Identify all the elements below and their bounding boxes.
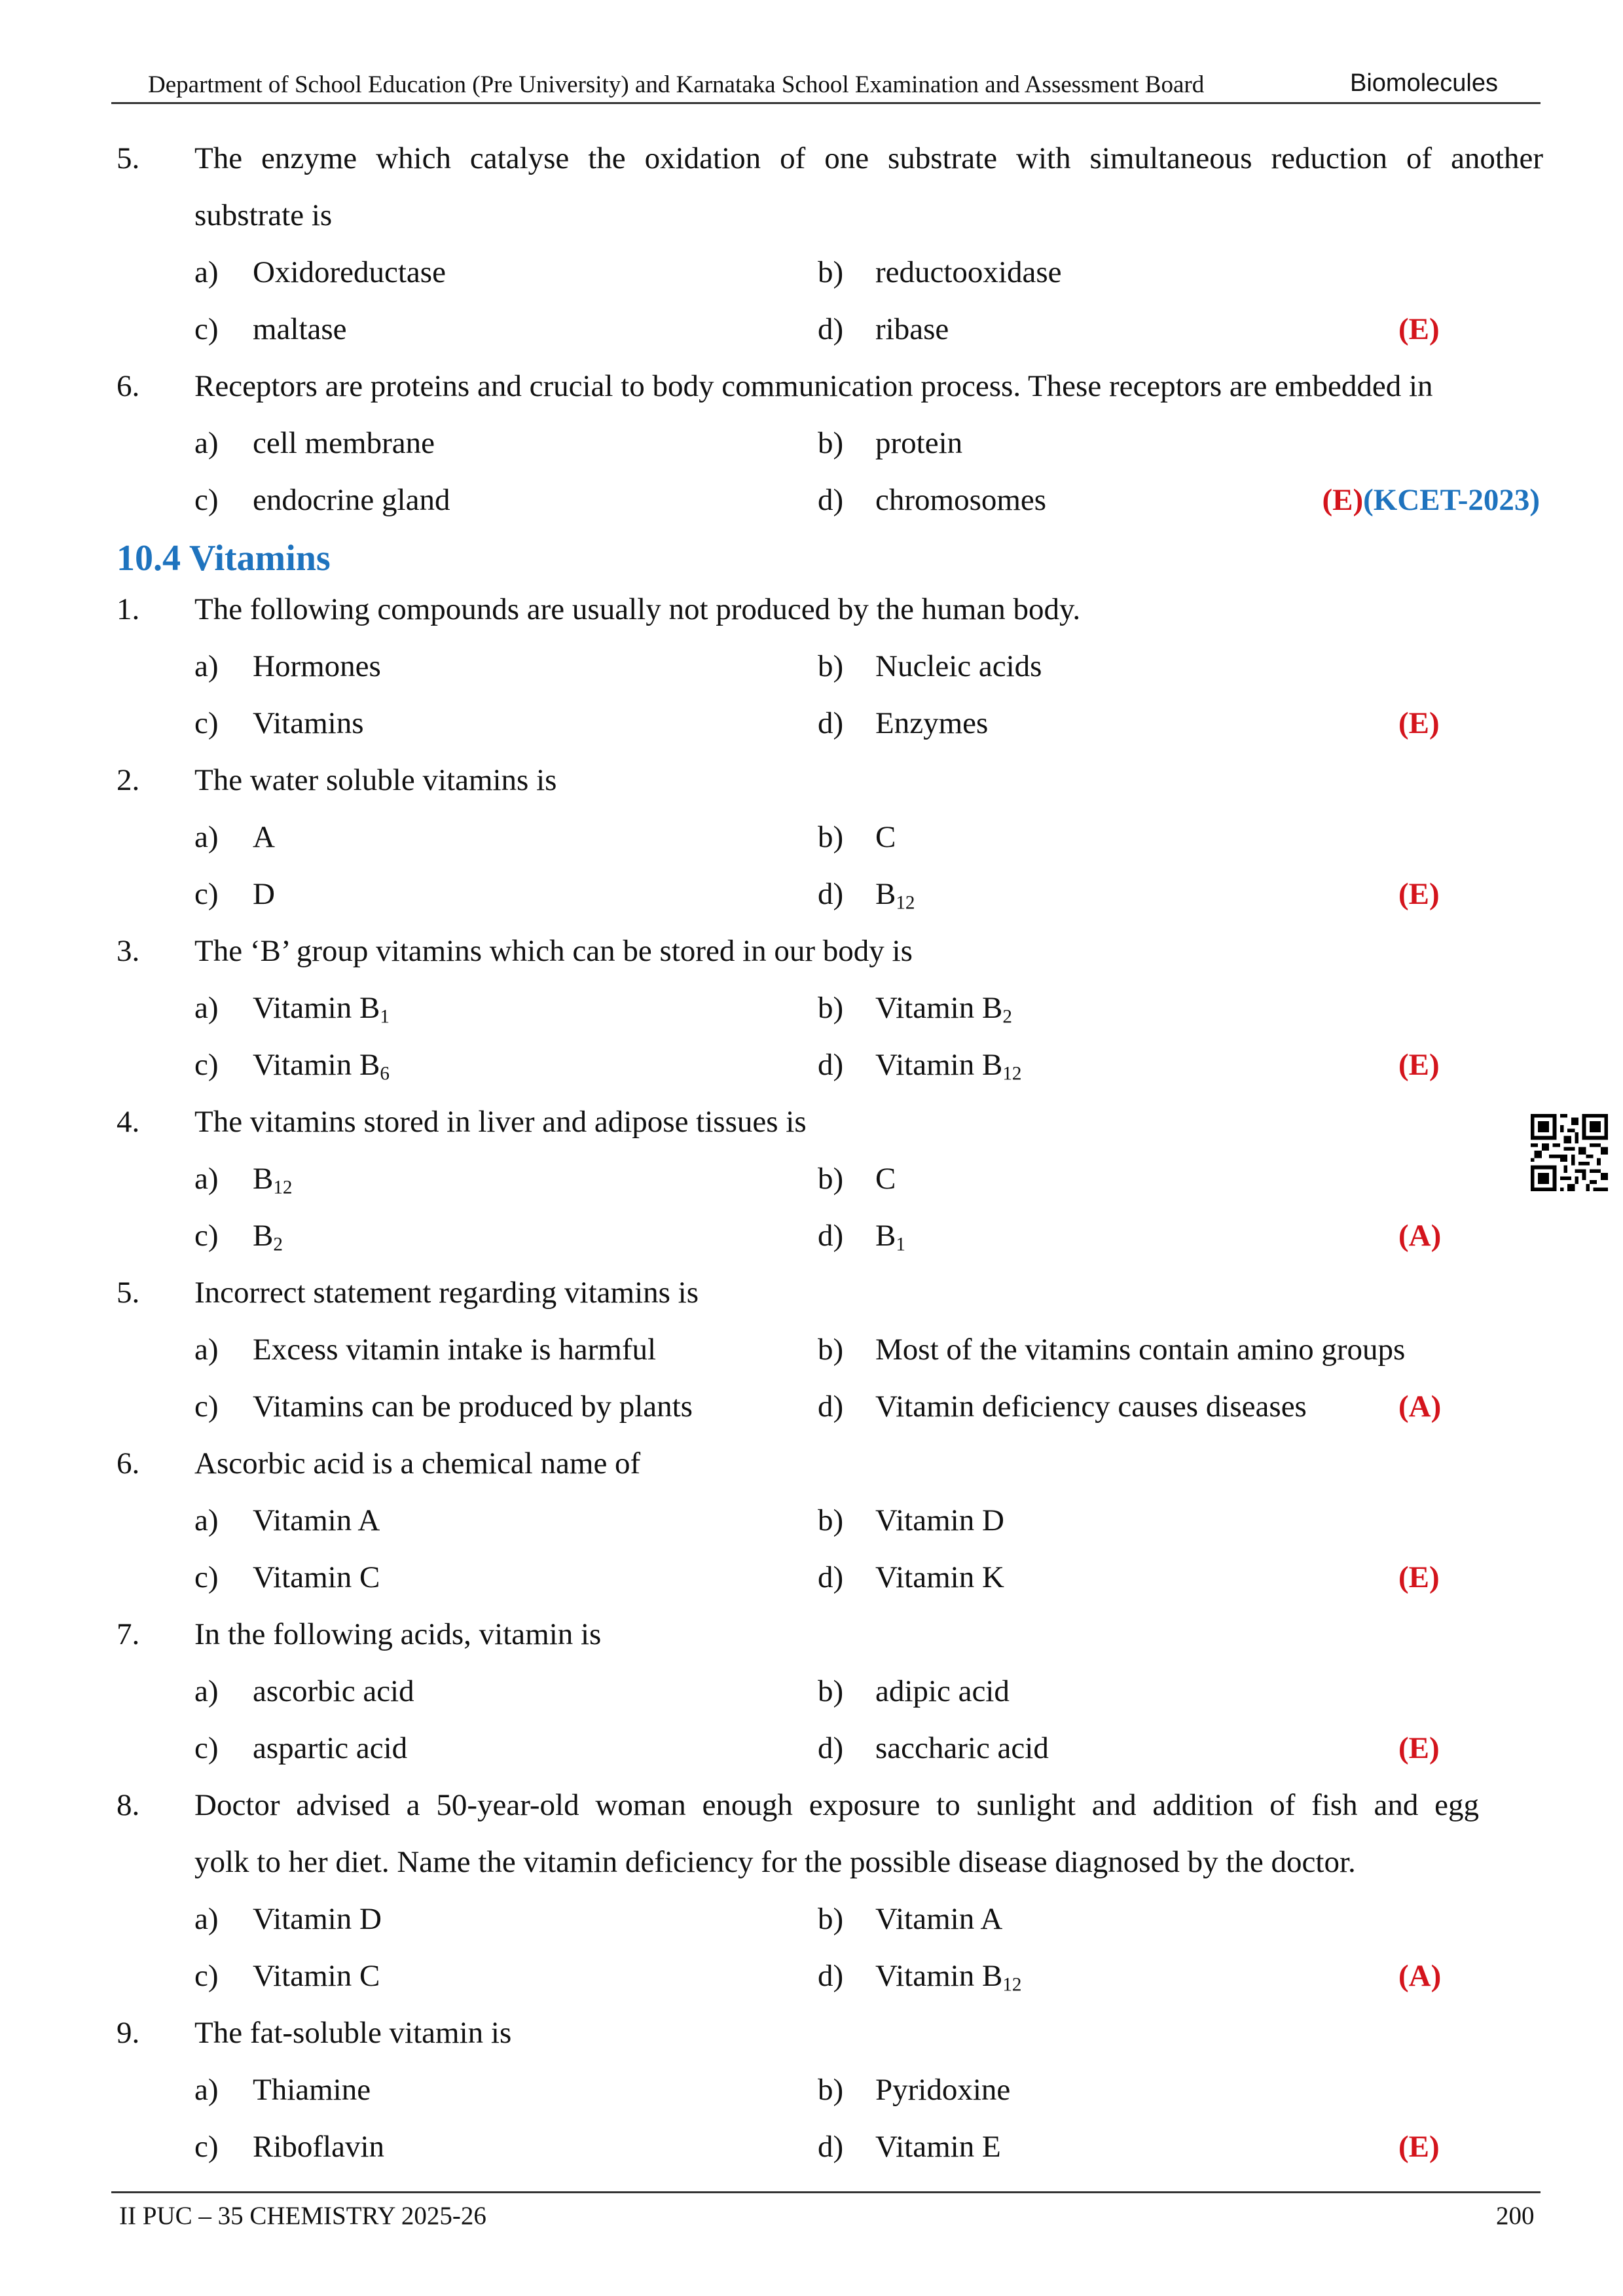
option-row — [0, 1151, 1623, 1208]
answer-key-with-source — [1322, 472, 1541, 529]
option-label: a) — [194, 1503, 219, 1537]
answer-key: (E) — [1398, 706, 1440, 740]
option-text: B — [875, 1219, 896, 1253]
option-label: c) — [194, 877, 219, 911]
question-text: The water soluble vitamins is — [194, 763, 557, 797]
option-label: b) — [818, 991, 844, 1025]
option-label: a) — [194, 255, 219, 289]
option-text-with-subscript — [253, 1151, 292, 1208]
option-label: c) — [194, 1959, 219, 1993]
option-text: Vitamin C — [253, 1959, 380, 1993]
option-subscript: 6 — [380, 1063, 390, 1085]
exam-source-tag: (KCET-2023) — [1363, 483, 1540, 517]
option-text-with-subscript — [875, 1037, 1021, 1094]
answer-key: (A) — [1398, 1959, 1442, 1993]
question-text: The ‘B’ group vitamins which can be stored in our body is — [194, 934, 913, 968]
option-text: Riboflavin — [253, 2130, 385, 2164]
option-text-with-subscript — [253, 1037, 390, 1094]
option-text: maltase — [253, 312, 347, 346]
footer-course: II PUC – 35 CHEMISTRY 2025-26 — [119, 2202, 486, 2230]
option-text: Vitamin D — [253, 1902, 382, 1936]
option-row — [0, 1321, 1623, 1378]
answer-key: (E) — [1322, 483, 1364, 517]
option-row — [0, 301, 1623, 358]
option-text: Vitamin K — [875, 1560, 1004, 1594]
option-subscript: 2 — [273, 1234, 283, 1255]
option-text: Nucleic acids — [875, 649, 1042, 683]
option-label: d) — [818, 1959, 844, 1993]
answer-key: (A) — [1398, 1390, 1442, 1424]
question-number: 4. — [117, 1105, 140, 1139]
question-line2 — [0, 1834, 1623, 1891]
option-label: c) — [194, 706, 219, 740]
option-row — [0, 980, 1623, 1037]
option-row — [0, 866, 1623, 923]
question-number: 6. — [117, 1446, 140, 1480]
question — [0, 1265, 1623, 1321]
option-label: d) — [818, 1560, 844, 1594]
question — [0, 752, 1623, 809]
option-label: b) — [818, 1902, 844, 1936]
option-row — [0, 1037, 1623, 1094]
question-prev-5 — [0, 130, 1623, 187]
option-text: A — [253, 820, 275, 854]
option-text-with-subscript — [253, 980, 390, 1037]
option-row — [0, 1492, 1623, 1549]
question-number: 9. — [117, 2016, 140, 2050]
option-text-with-subscript — [875, 1208, 905, 1265]
option-subscript: 1 — [896, 1234, 905, 1255]
option-label: d) — [818, 312, 844, 346]
answer-key: (E) — [1398, 1560, 1440, 1594]
question — [0, 923, 1623, 980]
option-text: cell membrane — [253, 426, 435, 460]
answer-key: (E) — [1398, 877, 1440, 911]
footer-divider — [111, 2191, 1541, 2193]
option-label: d) — [818, 1048, 844, 1082]
question — [0, 1777, 1623, 1834]
option-text-with-subscript — [875, 866, 915, 923]
option-label: d) — [818, 1731, 844, 1765]
option-row — [0, 472, 1623, 529]
option-text-with-subscript — [875, 980, 1012, 1037]
option-text: C — [875, 820, 896, 854]
option-text: reductooxidase — [875, 255, 1062, 289]
option-text: Pyridoxine — [875, 2073, 1011, 2107]
option-text: Vitamin B — [253, 1048, 380, 1082]
option-text: Vitamin B — [253, 991, 380, 1025]
question-text: The following compounds are usually not produced by the human body. — [194, 592, 1081, 626]
option-text: D — [253, 877, 275, 911]
option-text: Vitamin A — [253, 1503, 380, 1537]
option-text: Vitamins — [253, 706, 364, 740]
option-text: endocrine gland — [253, 483, 450, 517]
question — [0, 581, 1623, 638]
option-label: d) — [818, 1390, 844, 1424]
question-text-continued: yolk to her diet. Name the vitamin deficiency for the possible disease diagnosed by the doctor. — [194, 1845, 1356, 1879]
option-subscript: 1 — [380, 1006, 390, 1028]
question-text: Incorrect statement regarding vitamins is — [194, 1276, 699, 1310]
option-label: a) — [194, 1333, 219, 1367]
option-label: d) — [818, 1219, 844, 1253]
option-label: d) — [818, 483, 844, 517]
option-label: b) — [818, 255, 844, 289]
qr-code-icon[interactable] — [1531, 1114, 1608, 1191]
question-text: The vitamins stored in liver and adipose tissues is — [194, 1105, 807, 1139]
question-number: 1. — [117, 592, 140, 626]
option-text: Vitamin deficiency causes diseases — [875, 1390, 1307, 1424]
option-text: B — [875, 877, 896, 911]
question-text-continued: substrate is — [194, 198, 333, 232]
option-label: a) — [194, 1674, 219, 1708]
option-text: Vitamin B — [875, 991, 1003, 1025]
option-subscript: 12 — [1002, 1063, 1022, 1085]
section-heading: 10.4 Vitamins — [117, 538, 331, 579]
option-row — [0, 809, 1623, 866]
option-label: b) — [818, 1674, 844, 1708]
option-label: a) — [194, 649, 219, 683]
option-label: b) — [818, 820, 844, 854]
option-label: a) — [194, 426, 219, 460]
question-text: Receptors are proteins and crucial to body communication process. These receptors are embedded in — [194, 369, 1433, 403]
option-subscript: 12 — [1002, 1974, 1022, 1996]
question-number: 8. — [117, 1788, 140, 1822]
option-text: Vitamin A — [875, 1902, 1003, 1936]
option-text: Hormones — [253, 649, 381, 683]
option-row — [0, 1948, 1623, 2005]
option-text: aspartic acid — [253, 1731, 408, 1765]
option-label: a) — [194, 991, 219, 1025]
option-label: a) — [194, 820, 219, 854]
option-label: b) — [818, 2073, 844, 2107]
question-number: 6. — [117, 369, 140, 403]
answer-key: (E) — [1398, 2130, 1440, 2164]
option-row — [0, 2062, 1623, 2119]
question-number: 3. — [117, 934, 140, 968]
question-text: The enzyme which catalyse the oxidation of one substrate with simultaneous reduction of another — [194, 141, 1543, 175]
option-label: b) — [818, 1333, 844, 1367]
option-label: a) — [194, 2073, 219, 2107]
option-subscript: 2 — [1002, 1006, 1012, 1028]
header-chapter-title: Biomolecules — [1350, 69, 1498, 97]
option-text: Most of the vitamins contain amino groups — [875, 1333, 1406, 1367]
option-text: Vitamin B — [875, 1959, 1003, 1993]
question-text: Ascorbic acid is a chemical name of — [194, 1446, 641, 1480]
option-label: a) — [194, 1162, 219, 1196]
option-text: Enzymes — [875, 706, 989, 740]
option-text: Oxidoreductase — [253, 255, 446, 289]
option-text: saccharic acid — [875, 1731, 1049, 1765]
option-label: b) — [818, 1162, 844, 1196]
question-number: 2. — [117, 763, 140, 797]
option-label: c) — [194, 1390, 219, 1424]
option-text-with-subscript — [253, 1208, 283, 1265]
option-text: Vitamin E — [875, 2130, 1001, 2164]
option-row — [0, 1663, 1623, 1720]
answer-key: (A) — [1398, 1219, 1442, 1253]
option-text: chromosomes — [875, 483, 1047, 517]
option-label: c) — [194, 1219, 219, 1253]
option-label: b) — [818, 426, 844, 460]
option-label: c) — [194, 1731, 219, 1765]
option-label: d) — [818, 2130, 844, 2164]
question-number: 5. — [117, 141, 140, 175]
option-row — [0, 1891, 1623, 1948]
option-text: C — [875, 1162, 896, 1196]
question-text: In the following acids, vitamin is — [194, 1617, 602, 1651]
answer-key: (E) — [1398, 1048, 1440, 1082]
question — [0, 1435, 1623, 1492]
option-text: Vitamin B — [875, 1048, 1003, 1082]
option-row — [0, 2119, 1623, 2176]
option-label: b) — [818, 1503, 844, 1537]
option-subscript: 12 — [273, 1177, 293, 1198]
page-number: 200 — [1496, 2202, 1535, 2230]
question — [0, 2005, 1623, 2062]
question — [0, 1606, 1623, 1663]
option-text: Vitamin D — [875, 1503, 1004, 1537]
option-row — [0, 415, 1623, 472]
option-text: ascorbic acid — [253, 1674, 414, 1708]
option-text: B — [253, 1162, 274, 1196]
option-text: Thiamine — [253, 2073, 371, 2107]
option-text: B — [253, 1219, 274, 1253]
header-divider — [111, 102, 1541, 104]
option-text: ribase — [875, 312, 949, 346]
answer-key: (E) — [1398, 1731, 1440, 1765]
option-text: Excess vitamin intake is harmful — [253, 1333, 657, 1367]
option-label: b) — [818, 649, 844, 683]
option-label: a) — [194, 1902, 219, 1936]
option-label: c) — [194, 312, 219, 346]
question-text: The fat-soluble vitamin is — [194, 2016, 512, 2050]
option-text: protein — [875, 426, 963, 460]
option-label: c) — [194, 2130, 219, 2164]
option-subscript: 12 — [896, 892, 915, 914]
option-text-with-subscript — [875, 1948, 1021, 2005]
option-label: c) — [194, 1560, 219, 1594]
header-board-title: Department of School Education (Pre University) and Karnataka School Examination and Assessment Board — [148, 71, 1205, 98]
option-row — [0, 638, 1623, 695]
question-number: 7. — [117, 1617, 140, 1651]
option-row — [0, 695, 1623, 752]
option-row — [0, 244, 1623, 301]
option-label: d) — [818, 706, 844, 740]
answer-key: (E) — [1398, 312, 1440, 346]
question-prev-5-line2 — [0, 187, 1623, 244]
option-label: c) — [194, 1048, 219, 1082]
option-text: Vitamin C — [253, 1560, 380, 1594]
question-prev-6 — [0, 358, 1623, 415]
option-label: d) — [818, 877, 844, 911]
option-text: adipic acid — [875, 1674, 1010, 1708]
option-row — [0, 1208, 1623, 1265]
question-number: 5. — [117, 1276, 140, 1310]
question — [0, 1094, 1623, 1151]
option-label: c) — [194, 483, 219, 517]
option-row — [0, 1720, 1623, 1777]
question-text: Doctor advised a 50-year-old woman enough exposure to sunlight and addition of fish and egg — [194, 1788, 1479, 1822]
option-text: Vitamins can be produced by plants — [253, 1390, 693, 1424]
option-row — [0, 1378, 1623, 1435]
option-row — [0, 1549, 1623, 1606]
